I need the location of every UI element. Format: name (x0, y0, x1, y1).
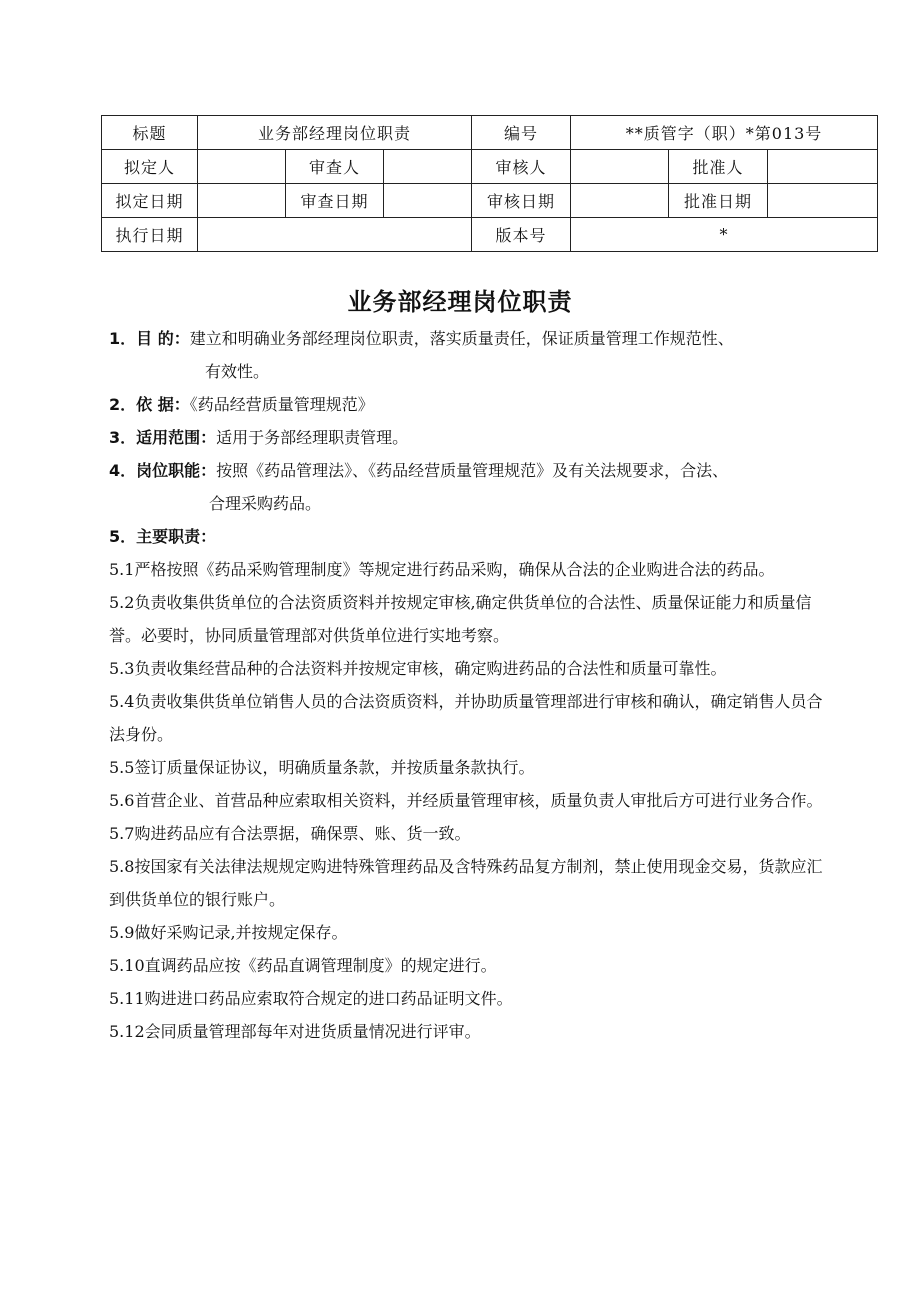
section-function (109, 454, 835, 487)
document-control-table (101, 115, 878, 252)
section-basis (109, 388, 835, 421)
title-value: 业务部经理岗位职责 (198, 116, 472, 150)
duty-item: 5.11购进进口药品应索取符合规定的进口药品证明文件。 (109, 989, 513, 1008)
effective-date-label: 执行日期 (102, 218, 198, 252)
section-text: 建立和明确业务部经理岗位职责，落实质量责任，保证质量管理工作规范性、 (189, 329, 734, 348)
duty-item: 5.2负责收集供货单位的合法资质资料并按规定审核,确定供货单位的合法性、质量保证能力和质量信誉。必要时，协同质量管理部对供货单位进行实地考察。 (109, 593, 812, 645)
draft-date-label: 拟定日期 (102, 184, 198, 218)
effective-date-value (198, 218, 472, 252)
duty-item: 5.5签订质量保证协议，明确质量条款，并按质量条款执行。 (109, 758, 535, 777)
section-purpose (109, 322, 835, 355)
duty-item: 5.12会同质量管理部每年对进货质量情况进行评审。 (109, 1022, 481, 1041)
section-continuation: 有效性。 (205, 362, 270, 381)
section-scope (109, 421, 835, 454)
approver-value (768, 150, 878, 184)
table-row (102, 218, 878, 252)
auditor-value (571, 150, 669, 184)
number-label: 编号 (472, 116, 571, 150)
review-date-value (384, 184, 472, 218)
title-label: 标题 (102, 116, 198, 150)
audit-date-value (571, 184, 669, 218)
section-label: 5．主要职责： (109, 527, 217, 546)
auditor-label: 审核人 (472, 150, 571, 184)
section-duties-heading (109, 520, 835, 553)
review-date-label: 审查日期 (286, 184, 384, 218)
approve-date-label: 批准日期 (669, 184, 768, 218)
section-continuation: 合理采购药品。 (209, 494, 322, 513)
drafter-label: 拟定人 (102, 150, 198, 184)
section-text: 按照《药品管理法》、《药品经营质量管理规范》及有关法规要求，合法、 (216, 461, 729, 480)
approver-label: 批准人 (669, 150, 768, 184)
duty-item: 5.7购进药品应有合法票据，确保票、账、货一致。 (109, 824, 471, 843)
duty-item: 5.3负责收集经营品种的合法资料并按规定审核，确定购进药品的合法性和质量可靠性。 (109, 659, 727, 678)
table-row (102, 116, 878, 150)
page-title: 业务部经理岗位职责 (347, 288, 573, 316)
section-label: 3．适用范围： (109, 428, 217, 447)
section-label: 1．目 的： (109, 329, 190, 348)
duty-item: 5.10直调药品应按《药品直调管理制度》的规定进行。 (109, 956, 497, 975)
section-label: 2．依 据： (109, 395, 190, 414)
drafter-value (198, 150, 286, 184)
version-value: * (571, 218, 878, 252)
duty-item: 5.6首营企业、首营品种应索取相关资料，并经质量管理审核，质量负责人审批后方可进行业务合作。 (109, 791, 823, 810)
approve-date-value (768, 184, 878, 218)
reviewer-value (384, 150, 472, 184)
section-text: 《药品经营质量管理规范》 (189, 395, 374, 414)
table-row (102, 150, 878, 184)
draft-date-value (198, 184, 286, 218)
section-label: 4．岗位职能： (109, 461, 217, 480)
audit-date-label: 审核日期 (472, 184, 571, 218)
reviewer-label: 审查人 (286, 150, 384, 184)
number-value: **质管字（职）*第013号 (571, 116, 878, 150)
duty-item: 5.4负责收集供货单位销售人员的合法资质资料，并协助质量管理部进行审核和确认，确定销售人员合法身份。 (109, 692, 823, 744)
duty-item: 5.9做好采购记录,并按规定保存。 (109, 923, 348, 942)
duty-item: 5.8按国家有关法律法规规定购进特殊管理药品及含特殊药品复方制剂，禁止使用现金交易，货款应汇到供货单位的银行账户。 (109, 857, 823, 909)
document-body (109, 322, 835, 1048)
table-row (102, 184, 878, 218)
section-text: 适用于务部经理职责管理。 (216, 428, 409, 447)
duty-item: 5.1严格按照《药品采购管理制度》等规定进行药品采购，确保从合法的企业购进合法的药品。 (109, 560, 775, 579)
version-label: 版本号 (472, 218, 571, 252)
